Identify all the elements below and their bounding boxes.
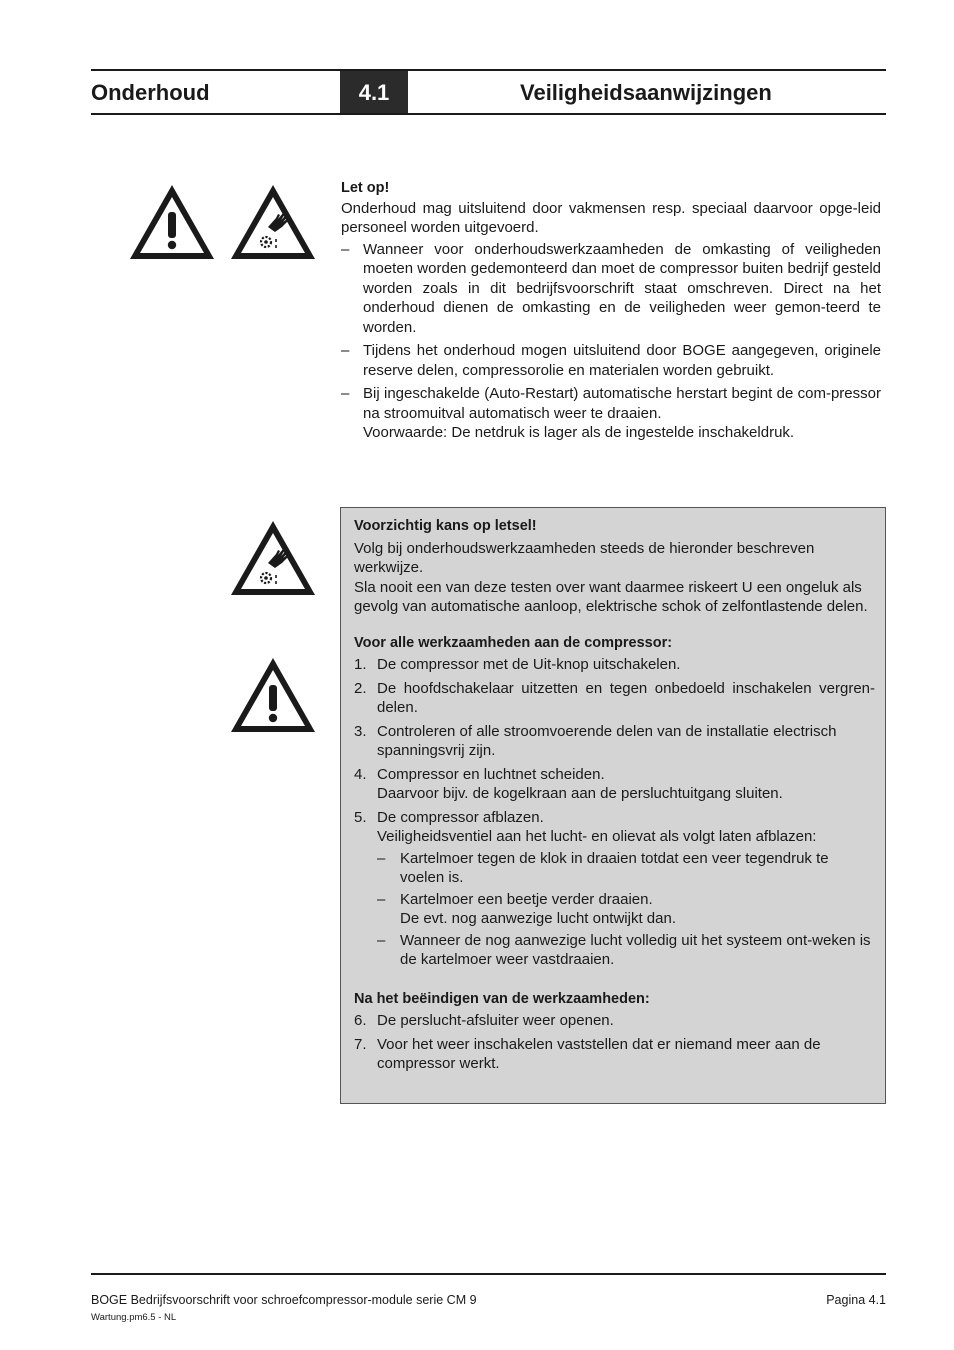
page-number: Pagina 4.1 bbox=[826, 1293, 886, 1307]
hand-gear-hazard-icon bbox=[228, 182, 318, 262]
step-text: Compressor en luchtnet scheiden. bbox=[377, 765, 605, 783]
step-text: De perslucht-afsluiter weer openen. bbox=[377, 1012, 614, 1029]
step-number: 2. bbox=[354, 679, 367, 697]
step-text: De compressor afblazen. bbox=[377, 808, 544, 826]
step-text: Voor het weer inschakelen vaststellen dat er niemand meer aan de compressor werkt. bbox=[377, 1035, 821, 1072]
list-item bbox=[341, 384, 881, 443]
sub-list-item: – Wanneer de nog aanwezige lucht volledig uit het systeem ont-weken is de kartelmoer weer vastdraaien. bbox=[377, 931, 875, 970]
caution-heading: Voorzichtig kans op letsel! bbox=[354, 518, 537, 534]
step-text: Controleren of alle stroomvoerende delen van de installatie electrisch spanningsvrij zijn. bbox=[377, 722, 837, 759]
step-text: Veiligheidsventiel aan het lucht- en olievat als volgt laten afblazen: bbox=[377, 828, 817, 845]
caution-box bbox=[340, 507, 886, 1104]
step-number: 3. bbox=[354, 722, 367, 740]
list-item: – Wanneer voor onderhoudswerkzaamheden de omkasting of veiligheden moeten worden gedemonteerd dan moet de compressor buiten bedrijf gesteld worden zoals in dit bedrijfsvoorschrift staat omschreven. Direct na het onderhoud dienen de omkasting en de veiligheden weer gemon-teerd te worden. bbox=[341, 240, 881, 338]
sub-list-item: – Kartelmoer tegen de klok in draaien totdat een veer tegendruk te voelen is. bbox=[377, 849, 875, 888]
sub-item-text: – Kartelmoer een beetje verder draaien. bbox=[400, 890, 653, 908]
warning-exclamation-icon bbox=[228, 655, 318, 735]
footer-document-title: BOGE Bedrijfsvoorschrift voor schroefcompressor-module serie CM 9 bbox=[91, 1293, 477, 1307]
step-number: 5. bbox=[354, 808, 367, 826]
list-item: – Tijdens het onderhoud mogen uitsluitend door BOGE aangegeven, originele reserve delen, compressorolie en materialen worden gebruikt. bbox=[341, 341, 881, 380]
list-item bbox=[354, 765, 875, 804]
list-item bbox=[354, 1011, 875, 1031]
caution-paragraph: Volg bij onderhoudswerkzaamheden steeds de hieronder beschreven werkwijze. bbox=[354, 539, 815, 576]
footer-file-name: Wartung.pm6.5 - NL bbox=[91, 1312, 177, 1323]
sub-list-item bbox=[377, 890, 875, 929]
all-work-heading: Voor alle werkzaamheden aan de compressor: bbox=[354, 634, 673, 651]
section-title: Onderhoud bbox=[91, 80, 210, 105]
caution-paragraph: Sla nooit een van deze testen over want daarmee riskeert U een ongeluk als gevolg van automatische aanloop, elektrische schok of zelfontlastende delen. bbox=[354, 578, 868, 615]
notice-heading: Let op! bbox=[341, 180, 390, 196]
warning-exclamation-icon bbox=[127, 182, 217, 262]
list-item bbox=[354, 1035, 875, 1074]
step-number: 4. bbox=[354, 765, 367, 783]
step-number: 7. bbox=[354, 1035, 367, 1053]
hand-gear-hazard-icon bbox=[228, 518, 318, 598]
footer-divider bbox=[91, 1273, 886, 1275]
sub-item-text: De evt. nog aanwezige lucht ontwijkt dan. bbox=[400, 910, 676, 927]
list-item-text: Voorwaarde: De netdruk is lager als de ingestelde inschakeldruk. bbox=[363, 424, 795, 441]
step-text: De hoofdschakelaar uitzetten en tegen onbedoeld inschakelen vergren-delen. bbox=[377, 679, 875, 716]
page-header bbox=[91, 69, 886, 115]
list-item bbox=[354, 679, 875, 718]
page-title: Veiligheidsaanwijzingen bbox=[520, 80, 772, 105]
list-item bbox=[354, 655, 875, 675]
list-item-text: – Bij ingeschakelde (Auto-Restart) automatische herstart begint de com-pressor na stroomuitval automatisch weer te draaien. bbox=[363, 385, 881, 422]
step-number: 1. bbox=[354, 656, 367, 673]
section-number: 4.1 bbox=[340, 71, 408, 113]
list-item bbox=[354, 808, 875, 970]
list-item bbox=[354, 722, 875, 761]
step-number: 6. bbox=[354, 1012, 367, 1029]
after-work-heading: Na het beëindigen van de werkzaamheden: bbox=[354, 990, 650, 1007]
notice-intro: Onderhoud mag uitsluitend door vakmensen resp. speciaal daarvoor opge-leid personeel worden uitgevoerd. bbox=[341, 199, 881, 236]
step-text: De compressor met de Uit-knop uitschakelen. bbox=[377, 656, 681, 673]
notice-block bbox=[341, 179, 881, 447]
step-text: Daarvoor bijv. de kogelkraan aan de persluchtuitgang sluiten. bbox=[377, 785, 783, 802]
